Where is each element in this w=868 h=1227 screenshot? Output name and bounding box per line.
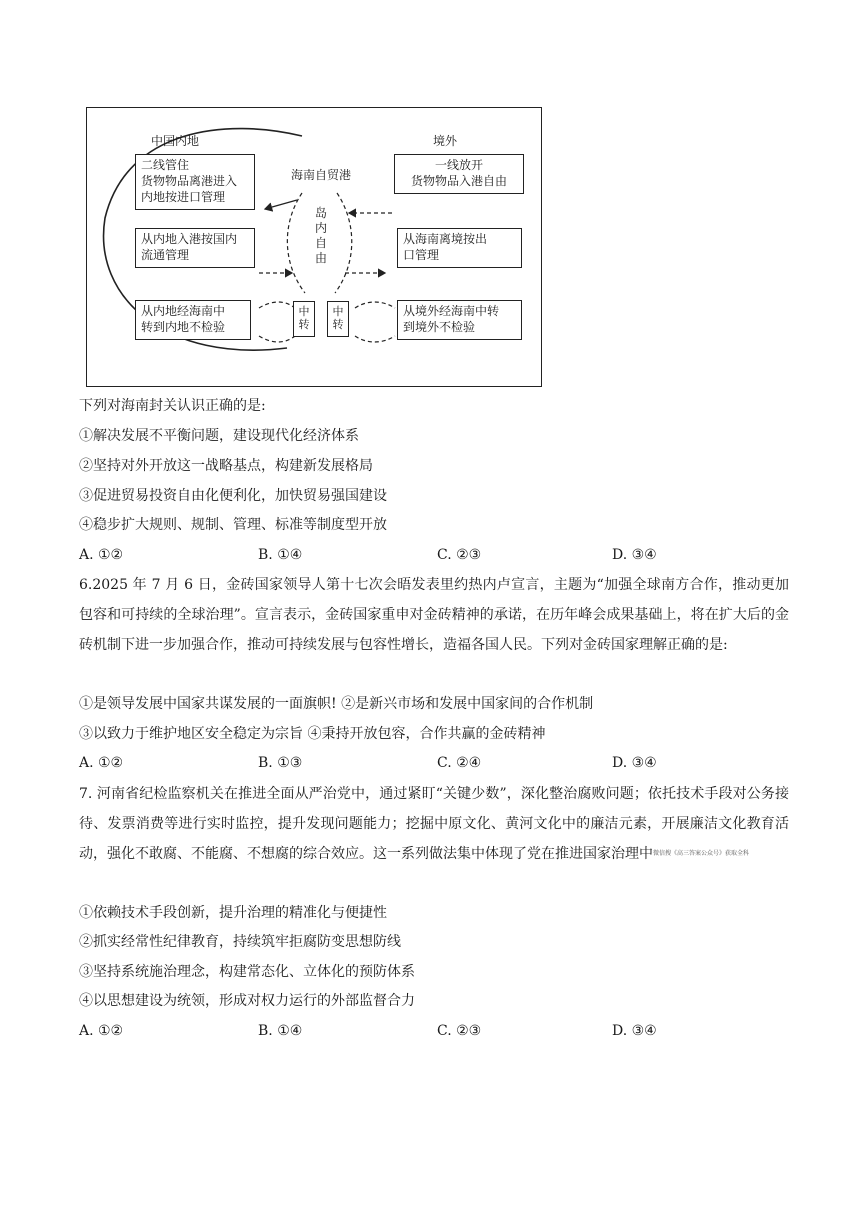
- q5-item-2: ②坚持对外开放这一战略基点，构建新发展格局: [79, 458, 373, 474]
- label-overseas: 境外: [433, 134, 458, 148]
- q6-option-d[interactable]: D. ③④: [612, 755, 657, 771]
- q5-item-3: ③促进贸易投资自由化便利化，加快贸易强国建设: [79, 488, 387, 504]
- q7-option-a[interactable]: A. ①②: [79, 1023, 124, 1039]
- q5-option-a[interactable]: A. ①②: [79, 547, 124, 563]
- q7-option-c[interactable]: C. ②③: [437, 1023, 482, 1039]
- transit-label-left: 中转: [298, 305, 310, 331]
- q7-item-1: ①依赖技术手段创新，提升治理的精准化与便捷性: [79, 905, 387, 921]
- box-transit-mainland: 从内地经海南中 转到内地不检验: [135, 300, 251, 340]
- box-first-line: 一线放开 货物物品入港自由: [394, 154, 524, 194]
- q6-option-b[interactable]: B. ①③: [258, 755, 303, 771]
- q5-stem: 下列对海南封关认识正确的是:: [79, 398, 266, 414]
- transit-label-right: 中转: [332, 305, 344, 331]
- label-free-port: 海南自贸港: [291, 168, 352, 182]
- watermark-text: 微信搜《高三答案公众号》获取全科: [653, 850, 750, 857]
- q7-stem-text: 7. 河南省纪检监察机关在推进全面从严治党中，通过紧盯“关键少数”，深化整治腐败问题；依托技术手段对公务接待、发票消费等进行实时监控，提升发现问题能力；挖掘中原文化、黄河文化中的廉洁元素，开展廉洁文化教育活动，强化不敢腐、不能腐、不想腐的综合效应。这一系列做法集中体现了党在推进国家治理中: [79, 786, 789, 862]
- label-island-free: 岛内自由: [314, 206, 327, 265]
- q6-option-a[interactable]: A. ①②: [79, 755, 124, 771]
- box-leave-overseas: 从海南离境按出 口管理: [397, 228, 522, 268]
- q6-option-c[interactable]: C. ②④: [437, 755, 482, 771]
- q5-item-1: ①解决发展不平衡问题，建设现代化经济体系: [79, 428, 359, 444]
- q6-stem: 6.2025 年 7 月 6 日，金砖国家领导人第十七次会晤发表里约热内卢宣言，主题为“加强全球南方合作，推动更加包容和可持续的全球治理”。宣言表示，金砖国家重申对金砖精神的承诺，在历年峰会成果基础上，将在扩大后的金砖机制下进一步加强合作，推动可持续发展与包容性增长，造福各国人民。下列对金砖国家理解正确的是:: [79, 577, 789, 653]
- hainan-customs-diagram: [86, 107, 542, 387]
- q5-item-4: ④稳步扩大规则、规制、管理、标准等制度型开放: [79, 517, 387, 533]
- q6-items-line-2: ③以致力于维护地区安全稳定为宗旨 ④秉持开放包容，合作共赢的金砖精神: [79, 726, 546, 742]
- q5-option-c[interactable]: C. ②③: [437, 547, 482, 563]
- q7-item-2: ②抓实经常性纪律教育，持续筑牢拒腐防变思想防线: [79, 934, 401, 950]
- label-mainland: 中国内地: [151, 134, 200, 148]
- q7-option-d[interactable]: D. ③④: [612, 1023, 657, 1039]
- q7-item-4: ④以思想建设为统领，形成对权力运行的外部监督合力: [79, 993, 415, 1009]
- box-transit-overseas: 从境外经海南中转 到境外不检验: [397, 300, 522, 340]
- box-mainland-entry: 从内地入港按国内 流通管理: [135, 228, 255, 268]
- q5-option-b[interactable]: B. ①④: [258, 547, 303, 563]
- q6-items-line-1: ①是领导发展中国家共谋发展的一面旗帜! ②是新兴市场和发展中国家间的合作机制: [79, 696, 594, 712]
- transit-box-right: [327, 301, 349, 337]
- q5-option-d[interactable]: D. ③④: [612, 547, 657, 563]
- q7-item-3: ③坚持系统施治理念，构建常态化、立体化的预防体系: [79, 964, 415, 980]
- transit-box-left: [293, 301, 315, 337]
- q7-option-b[interactable]: B. ①④: [258, 1023, 303, 1039]
- box-second-line: 二线管住 货物物品离港进入 内地按进口管理: [135, 154, 255, 210]
- q7-stem: [79, 779, 789, 869]
